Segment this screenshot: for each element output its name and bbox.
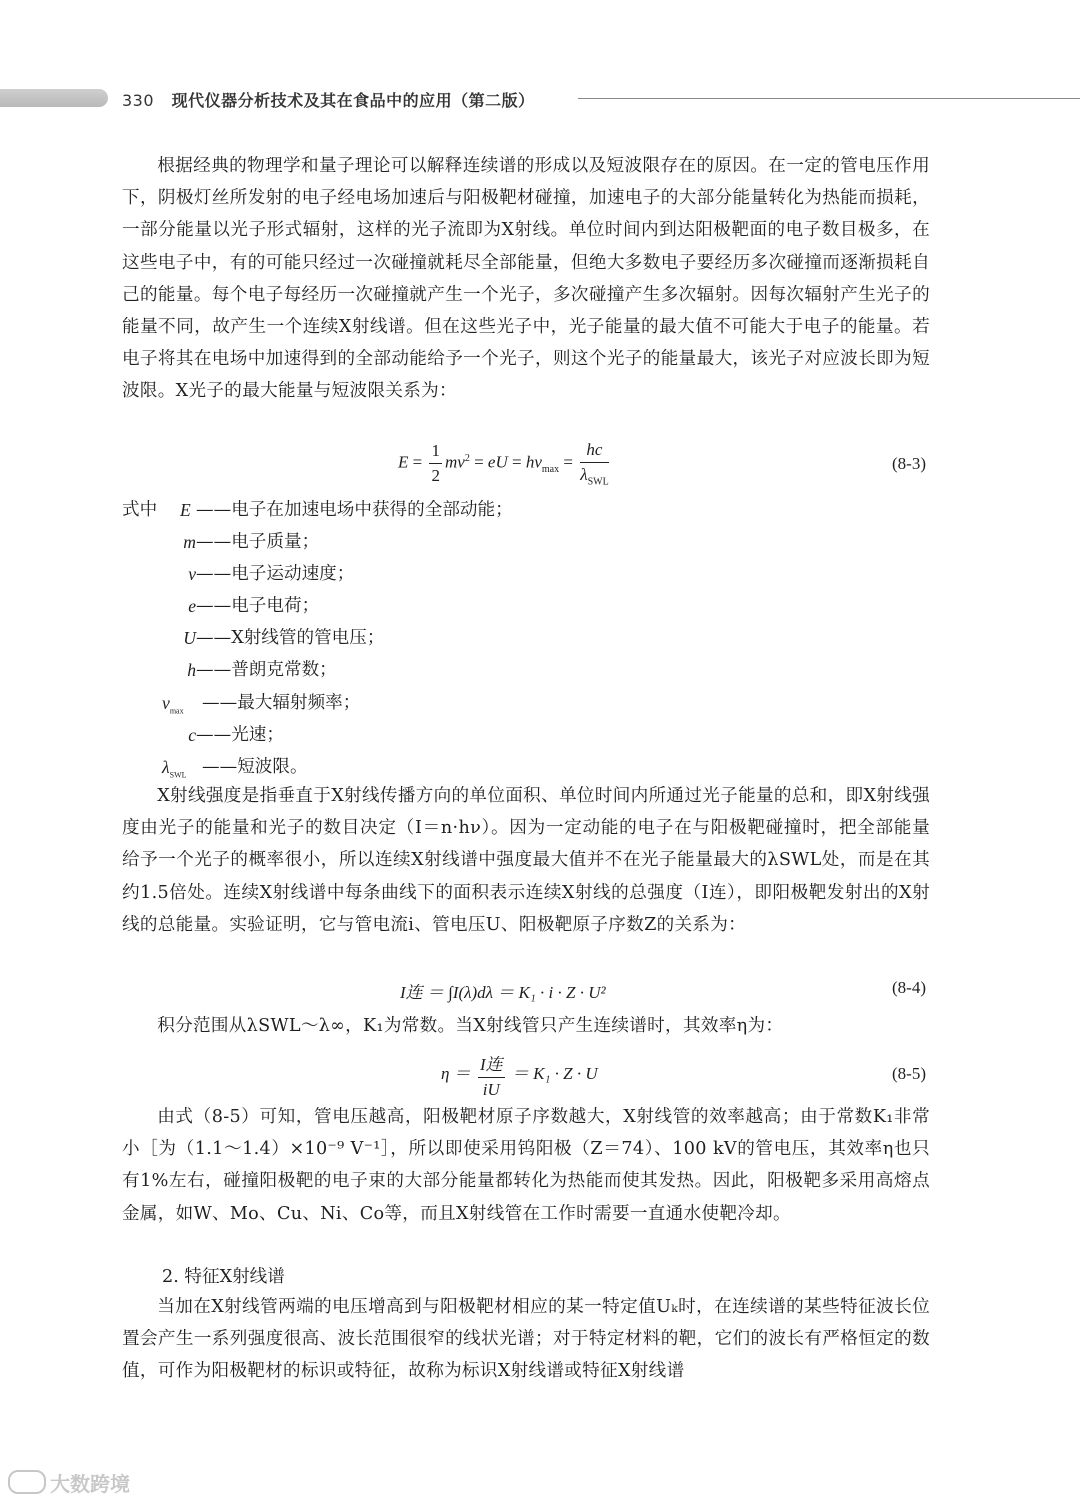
equation-number: (8-4) xyxy=(892,978,926,997)
definitions-label: 式中 xyxy=(122,500,158,520)
eq-fraction-efficiency: $\frac{\text{I连}}{iU}$ xyxy=(478,1050,505,1100)
definition-text: ——光速； xyxy=(196,724,284,745)
definition-symbol: m xyxy=(183,532,196,553)
definition-text: ——电子质量； xyxy=(196,532,320,553)
equation-number: (8-3) xyxy=(892,454,926,473)
watermark-logo-icon xyxy=(8,1470,46,1494)
paragraph-continuous-spectrum: 根据经典的物理学和量子理论可以解释连续谱的形成以及短波限存在的原因。在一定的管电压作用下，阴极灯丝所发射的电子经电场加速后与阳极靶材碰撞，加速电子的大部分能量转化为热能而损耗，一部分能量以光子形式辐射，这样的光子流即为X射线。单位时间内到达阳极靶面的电子数目极多，在这些电子中，有的可能只经过一次碰撞就耗尽全部能量，但绝大多数电子要经历多次碰撞而逐渐损耗自己的能量。每个电子每经历一次碰撞就产生一个光子，多次碰撞产生多次辐射。因每次辐射产生光子的能量不同，故产生一个连续X射线谱。但在这些光子中，光子能量的最大值不可能大于电子的能量。若电子将其在电场中加速得到的全部动能给予一个光子，则这个光子的能量最大，该光子对应波长即为短波限。X光子的最大能量与短波限关系为： xyxy=(122,156,930,402)
eq-symbol: E xyxy=(398,452,409,472)
definition-symbol: $\lambda_{SWL}$ xyxy=(162,756,187,780)
book-title: 现代仪器分析技术及其在食品中的应用（第二版） xyxy=(171,91,535,110)
equation-8-3: E = $\frac{1}{2}$ $mv^2$ = eU = $h\nu_{max}$ = $\frac{hc}{\lambda_{SWL}}$ (8-3) xyxy=(398,440,926,488)
paragraph-efficiency: 由式（8-5）可知，管电压越高，阳极靶材原子序数越大，X射线管的效率越高；由于常数K₁非常小［为（1.1～1.4）×10⁻⁹ V⁻¹］，所以即使采用钨阳极（Z＝74）、100 kV的管电压，其效率η也只有1%左右，碰撞阳极靶的电子束的大部分能量都转化为热能而使其发热。因此，阳极靶多采用高熔点金属，如W、Mo、Cu、Ni、Co等，而且X射线管在工作时需要一直通水使靶冷却。 xyxy=(122,1107,930,1224)
equation-8-5 xyxy=(0,1050,1080,1098)
header-rule xyxy=(578,98,1080,99)
eq-fraction-hc: $\frac{hc}{\lambda_{SWL}}$ xyxy=(580,440,609,488)
equation-8-4 xyxy=(0,978,1080,1004)
definition-text: ——X射线管的管电压； xyxy=(196,628,385,649)
definition-symbol: h xyxy=(187,660,196,681)
definition-text: ——电子在加速电场中获得的全部动能； xyxy=(196,500,513,520)
definition-symbol: e xyxy=(188,596,196,617)
paragraph-characteristic-spectrum: 当加在X射线管两端的电压增高到与阳极靶材相应的某一特定值Uₖ时，在连续谱的某些特征波长位置会产生一系列强度很高、波长范围很窄的线状光谱；对于特定材料的靶，它们的波长有严格恒定的数值，可作为阳极靶材的标识或特征，故称为标识X射线谱或特征X射线谱 xyxy=(122,1297,930,1382)
eq-term: hν xyxy=(525,452,542,472)
watermark: 大数跨境 xyxy=(8,1468,130,1497)
equation-number: (8-5) xyxy=(892,1064,926,1083)
definition-symbol: U xyxy=(183,628,196,649)
definition-symbol: E xyxy=(180,500,191,520)
paragraph-integration-range: 积分范围从λSWL～λ∞，K₁为常数。当X射线管只产生连续谱时，其效率η为： xyxy=(157,1016,784,1036)
paragraph-xray-intensity: X射线强度是指垂直于X射线传播方向的单位面积、单位时间内所通过光子能量的总和，即X射线强度由光子的能量和光子的数目决定（I＝n·hν）。因为一定动能的电子在与阳极靶碰撞时，把全部能量给予一个光子的概率很小，所以连续X射线谱中强度最大值并不在光子能量最大的λSWL处，而是在其约1.5倍处。连续X射线谱中每条曲线下的面积表示连续X射线的总强度（I连），即阳极靶发射出的X射线的总能量。实验证明，它与管电流i、管电压U、阳极靶原子序数Z的关系为： xyxy=(122,786,930,935)
eq-term: eU xyxy=(487,452,508,472)
eq-fraction-half: $\frac{1}{2}$ xyxy=(431,441,440,486)
eq-term: mv xyxy=(444,452,465,472)
definition-text: ——电子电荷； xyxy=(196,596,320,617)
header-bar xyxy=(0,89,108,107)
definition-text: ——短波限。 xyxy=(202,756,308,777)
eq-term: ＝ K₁ · Z · U xyxy=(511,1063,598,1083)
running-header xyxy=(122,88,535,111)
eq-symbol: η ＝ xyxy=(441,1063,471,1083)
page-number: 330 xyxy=(122,91,155,110)
definition-symbol: v xyxy=(188,564,196,585)
definition-text: ——普朗克常数； xyxy=(196,660,337,681)
definition-symbol: $\nu_{max}$ xyxy=(162,692,184,716)
eq-sign: = xyxy=(412,452,423,472)
definition-text: ——最大辐射频率； xyxy=(202,692,361,713)
equation-body: I连 ＝ ∫I(λ)dλ ＝ K₁ · i · Z · U² xyxy=(400,983,606,1002)
section-heading: 2. 特征X射线谱 xyxy=(162,1267,285,1287)
definition-text: ——电子运动速度； xyxy=(196,564,355,585)
definition-symbol: c xyxy=(188,724,196,745)
